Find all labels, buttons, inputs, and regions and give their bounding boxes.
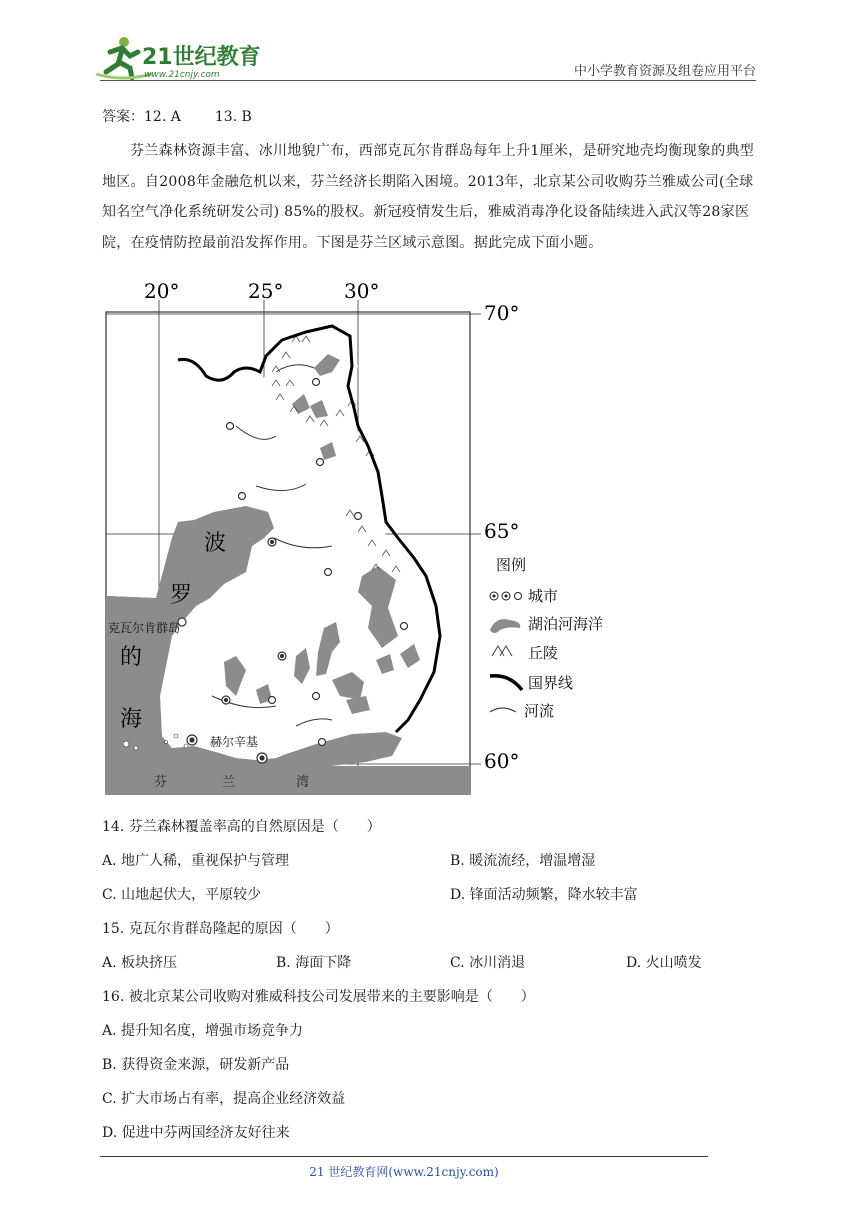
answer-item: 12. A <box>144 109 181 125</box>
sea-label: 罗 <box>170 583 193 608</box>
logo-text: 21世纪教育 <box>142 45 261 70</box>
water-symbol-icon <box>490 619 520 633</box>
question-15 <box>102 918 339 938</box>
option-a[interactable]: A. 地广人稀，重视保护与管理 <box>102 853 290 869</box>
gulf-label: 兰 <box>222 775 236 790</box>
question-stem: 克瓦尔肯群岛隆起的原因（ ） <box>128 921 339 937</box>
option-d[interactable]: D. 锋面活动频繁，降水较丰富 <box>450 887 638 903</box>
footer-link[interactable]: 21 世纪教育网(www.21cnjy.com) <box>309 1165 499 1179</box>
question-14 <box>102 816 381 836</box>
lon-label: 20° <box>144 279 180 303</box>
lat-label: 60° <box>484 749 520 773</box>
river-symbol-icon <box>490 708 516 712</box>
option-c[interactable]: C. 扩大市场占有率，提高企业经济效益 <box>102 1091 346 1107</box>
gulf-label: 芬 <box>154 775 168 790</box>
map-legend <box>490 556 603 720</box>
option-d[interactable]: D. 促进中芬两国经济友好往来 <box>102 1125 290 1141</box>
sea-label: 波 <box>204 531 227 556</box>
logo-url: www.21cnjy.com <box>144 70 220 80</box>
lon-label: 30° <box>344 279 380 303</box>
footer-divider <box>100 1156 708 1157</box>
legend-item: 丘陵 <box>528 644 559 662</box>
platform-name: 中小学教育资源及组卷应用平台 <box>573 64 756 79</box>
question-16 <box>102 986 535 1006</box>
legend-item: 湖泊河海洋 <box>528 615 604 633</box>
option-b[interactable]: B. 暖流流经，增温增湿 <box>450 853 596 869</box>
sea-label: 的 <box>120 645 143 670</box>
lat-label: 65° <box>484 519 520 543</box>
legend-title: 图例 <box>496 556 527 574</box>
legend-item: 城市 <box>528 587 559 605</box>
question-stem: 被北京某公司收购对雅威科技公司发展带来的主要影响是（ ） <box>128 989 535 1005</box>
kvarken-label: 克瓦尔肯群岛 <box>108 621 181 635</box>
legend-item: 国界线 <box>528 674 574 692</box>
option-b[interactable]: B. 获得资金来源，研发新产品 <box>102 1057 290 1073</box>
lat-label: 70° <box>484 301 520 325</box>
option-d[interactable]: D. 火山喷发 <box>626 955 702 971</box>
answer-label: 答案： <box>102 109 144 125</box>
legend-item: 河流 <box>524 702 555 720</box>
finland-map <box>96 276 604 804</box>
hill-symbol-icon <box>492 646 512 656</box>
option-a[interactable]: A. 提升知名度，增强市场竞争力 <box>102 1023 304 1039</box>
answer-line <box>102 106 286 126</box>
lon-label: 25° <box>248 279 284 303</box>
question-stem: 芬兰森林覆盖率高的自然原因是（ ） <box>128 819 381 835</box>
question-number: 14. <box>102 819 125 835</box>
header-divider <box>100 80 756 81</box>
answer-item: 13. B <box>214 109 252 125</box>
gulf-label: 湾 <box>296 775 310 790</box>
option-b[interactable]: B. 海面下降 <box>276 955 352 971</box>
helsinki-label: 赫尔辛基 <box>210 735 259 749</box>
option-c[interactable]: C. 冰川消退 <box>450 955 526 971</box>
city-symbol-icon <box>490 592 522 600</box>
site-logo <box>92 34 262 84</box>
sea-label: 海 <box>120 707 143 732</box>
option-a[interactable]: A. 板块挤压 <box>102 955 178 971</box>
option-c[interactable]: C. 山地起伏大，平原较少 <box>102 887 262 903</box>
border-symbol-icon <box>490 676 522 690</box>
question-number: 15. <box>102 921 125 937</box>
intro-paragraph: 芬兰森林资源丰富、冰川地貌广布，西部克瓦尔肯群岛每年上升1厘米，是研究地壳均衡现象的典型地区。自2008年金融危机以来，芬兰经济长期陷入困境。2013年，北京某公司收购芬兰雅威公司(全球知名空气净化系统研发公司) 85%的股权。新冠疫情发生后，雅威消毒净化设备陆续进入武汉等28家医院，在疫情防控最前沿发挥作用。下图是芬兰区域示意图。据此完成下面小题。 <box>102 143 755 251</box>
question-number: 16. <box>102 989 125 1005</box>
